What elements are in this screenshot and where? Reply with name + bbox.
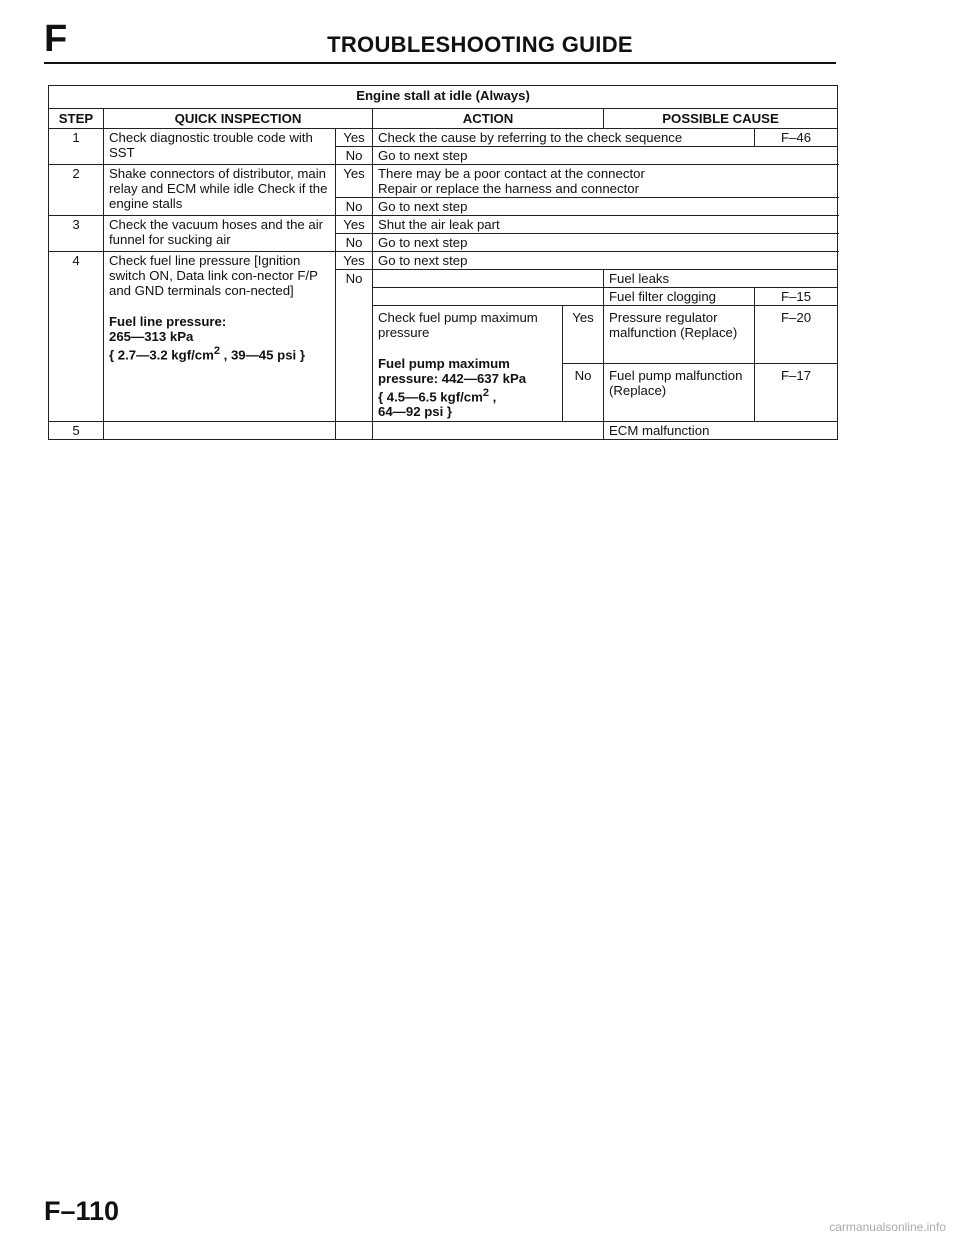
quick-inspection: Check the vacuum hoses and the air funnel for sucking air [104, 216, 336, 252]
sub-spec-alt-units: { 4.5—6.5 kgf/$cm^2$ , [378, 387, 497, 405]
possible-cause: Fuel pump malfunction (Replace) [604, 364, 755, 422]
possible-cause: Pressure regulator malfunction (Replace) [604, 306, 755, 364]
table-header-row [49, 109, 838, 129]
quick-inspection: Check diagnostic trouble code with SST [104, 129, 336, 165]
result-yes: Yes [336, 252, 373, 270]
table-row [49, 422, 838, 440]
inspection-text: Check fuel line pressure [Ignition switch ON, Data link con-nector F/P and GND terminals con-nected] [109, 253, 318, 298]
column-header-step: STEP [49, 109, 104, 129]
sub-spec-alt-units-2: 64—92 psi } [378, 404, 453, 420]
quick-inspection [104, 252, 336, 422]
table-row [49, 129, 838, 147]
table-caption: Engine stall at idle (Always) [49, 86, 838, 109]
reference-page: F–46 [755, 129, 838, 147]
action-text: Go to next step [373, 147, 838, 165]
sub-spec-label: Fuel pump maximum [378, 356, 510, 371]
result-no: No [336, 198, 373, 216]
result-yes: Yes [336, 129, 373, 147]
result-blank [336, 422, 373, 440]
result-no: No [336, 270, 373, 422]
action-blank [373, 270, 604, 288]
action-blank [373, 288, 604, 306]
result-yes: Yes [336, 165, 373, 198]
result-yes: Yes [563, 306, 604, 364]
column-header-action: ACTION [373, 109, 604, 129]
result-no: No [336, 147, 373, 165]
reference-page: F–20 [755, 306, 838, 364]
step-number: 5 [49, 422, 104, 440]
column-header-quick-inspection: QUICK INSPECTION [104, 109, 373, 129]
reference-page: F–15 [755, 288, 838, 306]
step-number: 4 [49, 252, 104, 422]
step-number: 3 [49, 216, 104, 252]
reference-page: F–17 [755, 364, 838, 422]
spec-value: 265—313 kPa [109, 329, 194, 344]
watermark: carmanualsonline.info [829, 1220, 946, 1234]
column-header-possible-cause: POSSIBLE CAUSE [604, 109, 838, 129]
spec-label: Fuel line pressure: [109, 314, 227, 329]
action-text: Check the cause by referring to the check sequence [373, 129, 755, 147]
step-number: 2 [49, 165, 104, 216]
page-title: TROUBLESHOOTING GUIDE [327, 32, 633, 57]
possible-cause: ECM malfunction [604, 422, 838, 440]
quick-inspection: Shake connectors of distributor, main relay and ECM while idle Check if the engine stalls [104, 165, 336, 216]
quick-inspection-blank [104, 422, 336, 440]
table-row [49, 252, 838, 270]
sub-spec-value: pressure: 442—637 kPa [378, 371, 527, 386]
action-text: Go to next step [373, 198, 838, 216]
result-yes: Yes [336, 216, 373, 234]
result-no: No [563, 364, 604, 422]
sub-check [373, 306, 563, 422]
action-text: Go to next step [373, 252, 838, 270]
table-caption-row [49, 86, 838, 109]
table-row [49, 216, 838, 234]
troubleshooting-table [48, 85, 838, 440]
action-line: Repair or replace the harness and connector [378, 181, 639, 196]
step-number: 1 [49, 129, 104, 165]
possible-cause: Fuel filter clogging [604, 288, 755, 306]
spec-alt-units: { 2.7—3.2 kgf/$cm^2$ , 39—45 psi } [109, 345, 305, 363]
action-text: Go to next step [373, 234, 838, 252]
result-no: No [336, 234, 373, 252]
page-number: F–110 [44, 1196, 120, 1226]
section-letter: F [44, 18, 68, 60]
action-blank [373, 422, 604, 440]
possible-cause: Fuel leaks [604, 270, 838, 288]
table-row [49, 165, 838, 198]
action-text [373, 165, 838, 198]
action-line: There may be a poor contact at the connector [378, 166, 645, 181]
sub-check-text: Check fuel pump maximum pressure [378, 310, 538, 340]
action-text: Shut the air leak part [373, 216, 838, 234]
title-rule [44, 62, 836, 64]
